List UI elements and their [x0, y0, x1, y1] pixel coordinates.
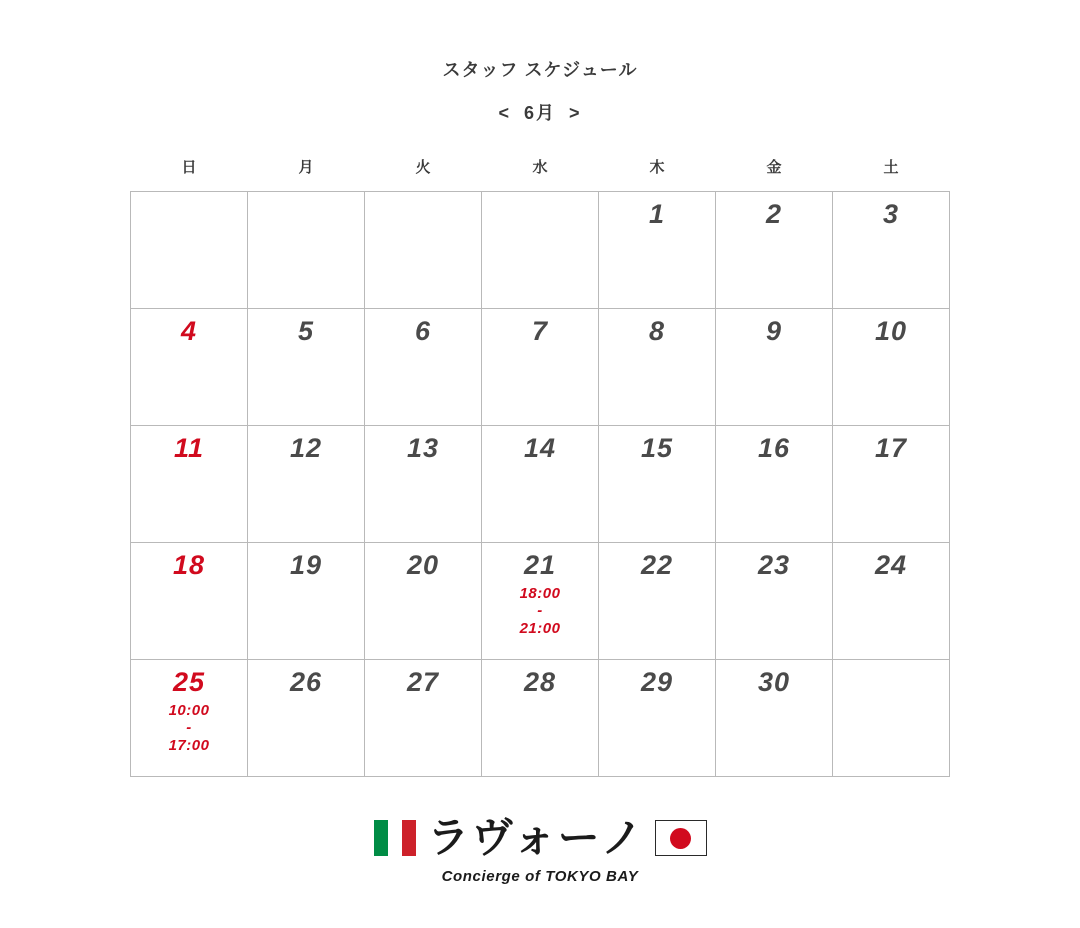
calendar-day-cell[interactable] — [248, 660, 365, 777]
calendar-day-cell[interactable] — [716, 192, 833, 309]
calendar-empty-cell — [248, 192, 365, 309]
brand-logo — [0, 813, 1080, 862]
day-number: 10 — [874, 316, 908, 346]
day-number: 20 — [406, 550, 440, 580]
day-number: 27 — [406, 667, 440, 697]
weekday-label-5: 金 — [766, 159, 782, 176]
day-number: 30 — [757, 667, 791, 697]
calendar-day-cell[interactable] — [248, 543, 365, 660]
calendar-day-cell[interactable] — [482, 309, 599, 426]
day-number: 24 — [874, 550, 908, 580]
calendar-day-cell[interactable] — [365, 543, 482, 660]
day-number: 28 — [523, 667, 557, 697]
day-number: 19 — [289, 550, 323, 580]
page-title: スタッフ スケジュール — [442, 60, 638, 80]
calendar-day-cell[interactable] — [599, 660, 716, 777]
weekday-labels — [131, 155, 950, 192]
day-number: 18 — [172, 550, 206, 580]
japan-flag-icon — [655, 820, 707, 856]
day-number: 16 — [757, 433, 791, 463]
weekday-label-2: 火 — [415, 159, 431, 176]
brand-tagline: Concierge of TOKYO BAY — [441, 868, 639, 885]
calendar-week-row — [131, 192, 950, 309]
calendar-day-cell[interactable] — [599, 543, 716, 660]
calendar-day-cell[interactable] — [599, 309, 716, 426]
shift-time: 18:00 - 21:00 — [519, 584, 561, 638]
weekday-label-4: 木 — [649, 159, 665, 176]
calendar-day-cell[interactable] — [131, 309, 248, 426]
calendar-day-cell[interactable] — [248, 309, 365, 426]
weekday-label-3: 水 — [532, 159, 548, 176]
calendar-week-row — [131, 426, 950, 543]
day-number: 2 — [765, 199, 783, 229]
calendar-day-cell[interactable] — [482, 543, 599, 660]
calendar-day-cell[interactable] — [248, 426, 365, 543]
calendar-day-cell[interactable] — [833, 543, 950, 660]
day-number: 22 — [640, 550, 674, 580]
day-number: 17 — [874, 433, 908, 463]
day-number: 6 — [414, 316, 432, 346]
next-month-button[interactable]: > — [569, 103, 582, 123]
calendar-day-cell[interactable] — [482, 660, 599, 777]
day-number: 25 — [172, 667, 206, 697]
calendar-day-cell[interactable] — [833, 426, 950, 543]
brand-name: ラヴォーノ — [427, 813, 645, 862]
day-number: 21 — [523, 550, 557, 580]
italy-flag-icon — [373, 819, 417, 857]
day-number: 13 — [406, 433, 440, 463]
weekday-label-0: 日 — [181, 159, 197, 176]
calendar-day-cell[interactable] — [599, 192, 716, 309]
calendar-day-cell[interactable] — [482, 426, 599, 543]
day-number: 12 — [289, 433, 323, 463]
calendar-day-cell[interactable] — [716, 426, 833, 543]
calendar-day-cell[interactable] — [131, 426, 248, 543]
calendar-day-cell[interactable] — [833, 192, 950, 309]
calendar-body — [131, 192, 950, 777]
calendar-day-cell[interactable] — [716, 543, 833, 660]
calendar-day-cell[interactable] — [599, 426, 716, 543]
calendar-day-cell[interactable] — [716, 660, 833, 777]
current-month-label: 6月 — [523, 103, 556, 123]
day-number: 9 — [765, 316, 783, 346]
day-number: 4 — [180, 316, 198, 346]
day-number: 14 — [523, 433, 557, 463]
calendar-day-cell[interactable] — [365, 309, 482, 426]
weekday-label-6: 土 — [883, 159, 899, 176]
month-navigator — [0, 99, 1080, 125]
day-number: 8 — [648, 316, 666, 346]
calendar-day-cell[interactable] — [131, 543, 248, 660]
calendar-day-cell[interactable] — [365, 660, 482, 777]
calendar-day-cell[interactable] — [716, 309, 833, 426]
day-number: 15 — [640, 433, 674, 463]
prev-month-button[interactable]: < — [498, 103, 511, 123]
calendar-empty-cell — [833, 660, 950, 777]
day-number: 26 — [289, 667, 323, 697]
day-number: 1 — [648, 199, 666, 229]
calendar-day-cell[interactable] — [365, 426, 482, 543]
day-number: 11 — [173, 433, 205, 463]
calendar-container — [130, 155, 950, 777]
calendar-empty-cell — [131, 192, 248, 309]
footer — [0, 813, 1080, 885]
weekday-label-1: 月 — [298, 159, 314, 176]
day-number: 3 — [882, 199, 900, 229]
calendar-empty-cell — [365, 192, 482, 309]
day-number: 29 — [640, 667, 674, 697]
day-number: 5 — [297, 316, 315, 346]
day-number: 23 — [757, 550, 791, 580]
calendar-day-cell[interactable] — [131, 660, 248, 777]
calendar-table — [130, 155, 950, 777]
calendar-week-row — [131, 660, 950, 777]
shift-time: 10:00 - 17:00 — [168, 701, 210, 755]
calendar-empty-cell — [482, 192, 599, 309]
calendar-week-row — [131, 543, 950, 660]
calendar-day-cell[interactable] — [833, 309, 950, 426]
calendar-week-row — [131, 309, 950, 426]
calendar-header-row — [131, 155, 950, 192]
day-number: 7 — [531, 316, 549, 346]
